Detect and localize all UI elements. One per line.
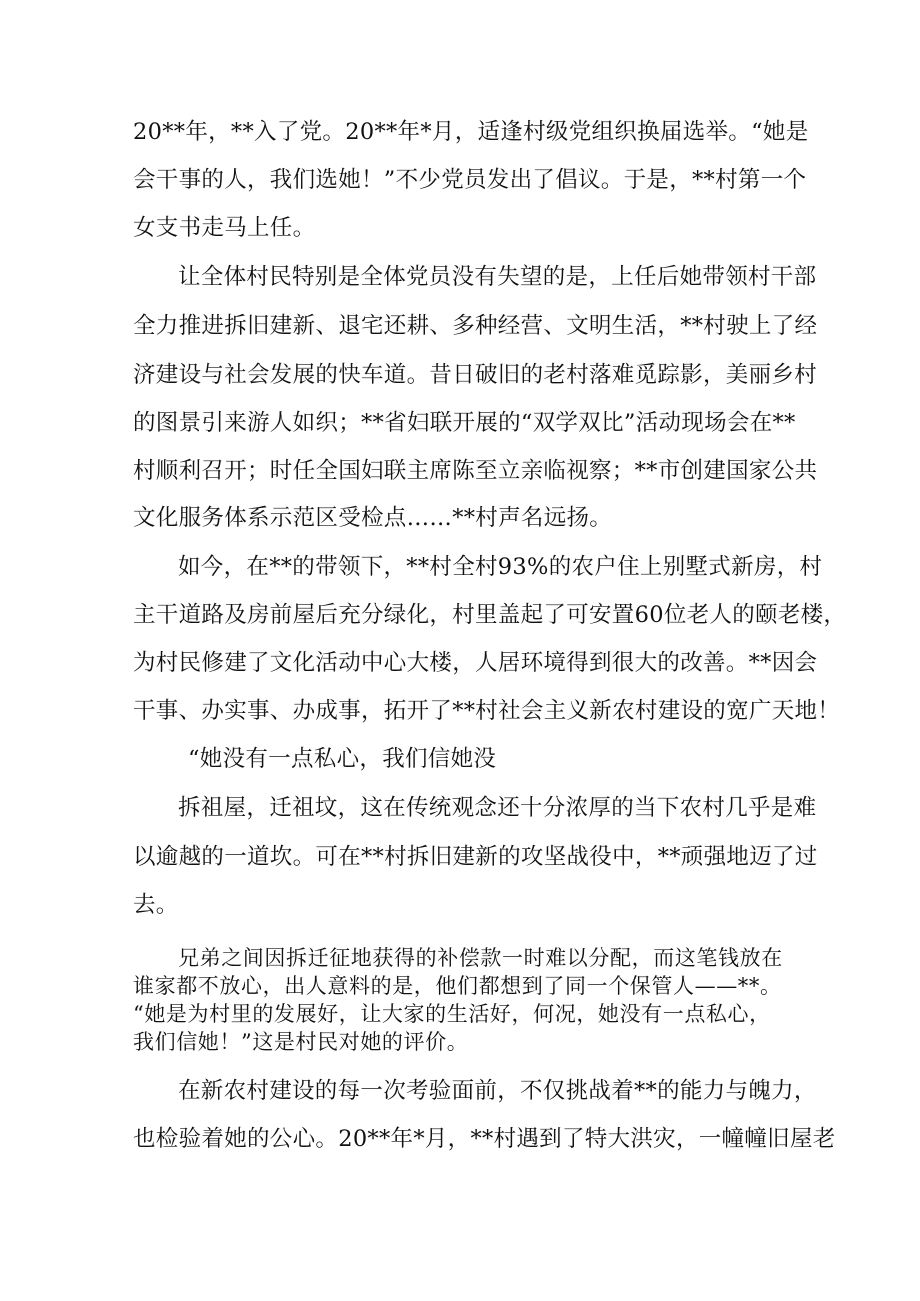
text-line: 我们信她！”这是村民对她的评价。	[133, 1030, 469, 1054]
text-line: 也检验着她的公心。20**年*月，**村遇到了特大洪灾，一幢幢旧屋老	[133, 1126, 836, 1152]
text-line: 20**年，**入了党。20**年*月，适逢村级党组织换届选举。“她是	[133, 119, 809, 145]
text-line: 如今，在**的带领下，**村全村93%的农户住上别墅式新房，村	[178, 554, 823, 580]
section-heading: “她没有一点私心，我们信她没	[188, 746, 497, 772]
text-line: 在新农村建设的每一次考验面前，不仅挑战着**的能力与魄力，	[178, 1078, 817, 1104]
text-line: 拆祖屋，迁祖坟，这在传统观念还十分浓厚的当下农村几乎是难	[178, 795, 817, 821]
text-line: “她是为村里的发展好，让大家的生活好，何况，她没有一点私心，	[133, 1002, 771, 1026]
text-line: 为村民修建了文化活动中心大楼，人居环境得到很大的改善。**因会	[133, 650, 818, 676]
text-line: 让全体村民特别是全体党员没有失望的是，上任后她带领村干部	[178, 264, 817, 290]
text-line: 女支书走马上任。	[133, 215, 316, 241]
text-line: 主干道路及房前屋后充分绿化，村里盖起了可安置60位老人的颐老楼，	[133, 602, 847, 628]
text-line: 会干事的人，我们选她！”不少党员发出了倡议。于是，**村第一个	[133, 167, 807, 193]
text-line: 以逾越的一道坎。可在**村拆旧建新的攻坚战役中，**顽强地迈了过	[133, 844, 818, 870]
text-line: 全力推进拆旧建新、退宅还耕、多种经营、文明生活，**村驶上了经	[133, 313, 818, 339]
text-line: 去。	[133, 892, 179, 918]
text-line: 的图景引来游人如织；**省妇联开展的“双学双比”活动现场会在**	[133, 410, 796, 436]
text-line: 文化服务体系示范区受检点……**村声名远扬。	[133, 505, 613, 531]
text-line: 干事、办实事、办成事，拓开了**村社会主义新农村建设的宽广天地！	[133, 698, 841, 724]
text-line: 兄弟之间因拆迁征地获得的补偿款一时难以分配，而这笔钱放在	[178, 946, 783, 970]
text-line: 济建设与社会发展的快车道。昔日破旧的老村落难觅踪影，美丽乡村	[133, 362, 818, 388]
text-line: 村顺利召开；时任全国妇联主席陈至立亲临视察；**市创建国家公共	[133, 458, 818, 484]
text-line: 谁家都不放心，出人意料的是，他们都想到了同一个保管人——**。	[133, 974, 782, 998]
